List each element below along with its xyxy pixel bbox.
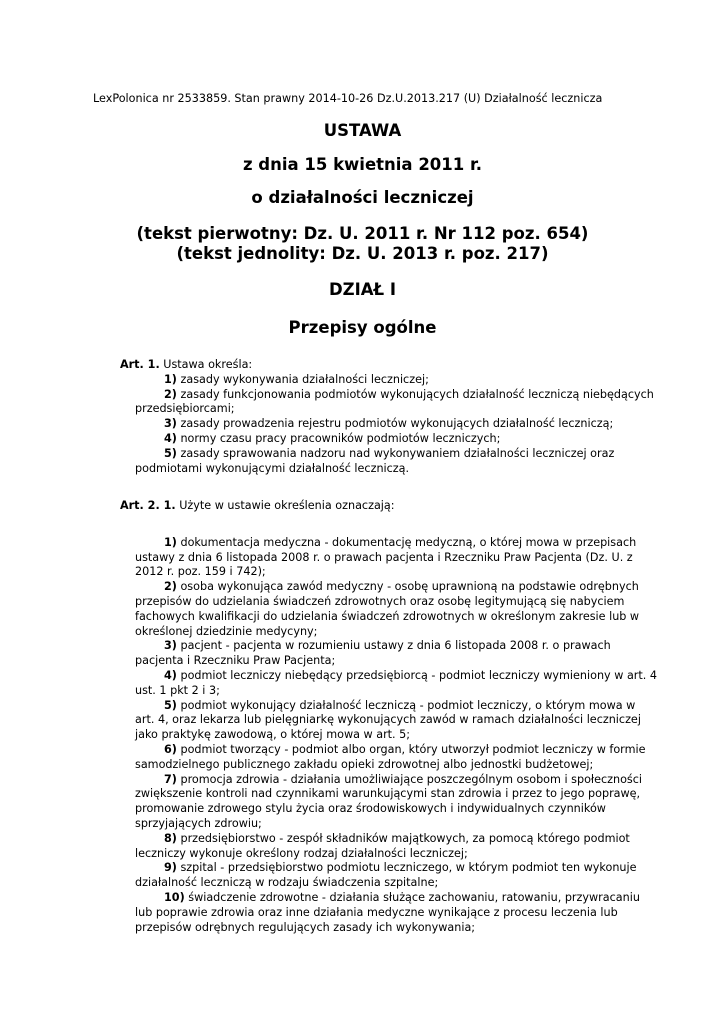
item-first-line [120,742,646,758]
item-number: 2) [164,387,177,401]
item-number: 1) [164,535,177,549]
item-number: 3) [164,417,177,431]
item-continuation-line [120,876,640,891]
item-number: 1) [164,372,177,386]
list-item [120,699,640,743]
item-continuation-line [120,847,640,862]
item-text: samodzielnego publicznego zakładu opieki zdrowotnej albo jednostki budżetowej; [135,757,594,771]
division-title: Przepisy ogólne [288,318,437,337]
item-continuation-line [120,551,640,566]
article-1 [120,358,654,476]
article-1-intro-text: Ustawa określa: [159,358,253,371]
item-text: pacjenta i Rzeczniku Praw Pacjenta; [135,654,336,668]
item-first-line [120,387,654,403]
publication-references [0,224,725,264]
item-first-line [120,432,640,447]
article-2-items [120,535,658,936]
item-first-line [120,891,640,906]
item-text: promowanie zdrowego stylu życia oraz środowiskowych i indywidualnych czynników [135,802,606,816]
spacer [120,514,640,536]
item-continuation-line [120,758,640,773]
item-number: 9) [164,861,177,875]
item-continuation-line [120,713,640,728]
item-text: ust. 1 pkt 2 i 3; [135,683,220,697]
list-item [120,772,643,832]
item-first-line [120,772,643,788]
original-text-reference: (tekst pierwotny: Dz. U. 2011 r. Nr 112 poz. 654) [136,224,589,243]
item-continuation-line [120,625,640,640]
item-text: sprzyjających zdrowiu; [135,816,262,830]
item-text: jako praktykę zawodową, o której mowa w art. 5; [135,728,411,742]
item-first-line [120,699,640,714]
list-item [120,861,640,891]
item-text: podmiot leczniczy niebędący przedsiębiorcą - podmiot leczniczy wymieniony w art. 4 [176,668,658,682]
item-number: 7) [164,772,177,786]
item-text: szpital - przedsiębiorstwo podmiotu leczniczego, w którym podmiot ten wykonuje [176,861,637,875]
item-text: przedsiębiorstwo - zespół składników majątkowych, za pomocą którego podmiot [176,831,630,845]
item-text: przepisów do udzielania świadczeń zdrowotnych oraz osobę legitymującą się nabyciem [135,594,625,608]
list-item [120,832,640,862]
item-text: zasady wykonywania działalności leczniczej; [176,372,429,386]
item-first-line [120,373,640,388]
item-number: 3) [164,639,177,653]
article-1-label: Art. 1. [120,358,160,371]
item-text: działalność leczniczą w rodzaju świadczenia szpitalne; [135,876,439,890]
item-text: podmiot wykonujący działalność leczniczą - podmiot leczniczy, o którym mowa w [176,698,636,712]
list-item [120,668,658,699]
item-continuation-line [120,402,640,417]
item-text: przedsiębiorcami; [135,402,235,416]
list-item [120,580,640,639]
item-continuation-line [120,654,640,669]
item-text: dokumentacja medyczna - dokumentację medyczną, o której mowa w przepisach [176,535,637,549]
item-text: zwiększenie kontroli nad czynnikami warunkującymi stan zdrowia i przez to jego poprawę, [135,787,641,801]
item-text: określonej dziedzinie medycyny; [135,624,318,638]
article-2 [120,499,658,935]
item-first-line [120,861,640,876]
item-number: 2) [164,580,177,594]
item-text: art. 4, oraz lekarza lub pielęgniarkę wykonujących zawód w ramach działalności leczniczej [135,713,641,727]
act-date-heading: z dnia 15 kwietnia 2011 r. [242,155,483,174]
act-subject-heading: o działalności leczniczej [251,188,474,207]
item-number: 4) [164,668,177,682]
list-item [120,373,640,388]
item-first-line [120,417,640,432]
item-text: promocja zdrowia - działania umożliwiające poszczególnym osobom i społeczności [176,772,643,786]
item-continuation-line [120,787,640,802]
item-first-line [120,447,640,462]
item-continuation-line [120,802,640,817]
article-2-intro-text: Użyte w ustawie określenia oznaczają: [175,499,395,512]
article-1-intro [120,358,640,373]
consolidated-text-reference: (tekst jednolity: Dz. U. 2013 r. poz. 217) [176,244,549,263]
item-continuation-line [120,462,640,477]
list-item [120,891,640,935]
list-item [120,639,640,669]
item-first-line [120,639,640,654]
item-continuation-line [120,728,640,743]
item-text: podmiot tworzący - podmiot albo organ, który utworzył podmiot leczniczy w formie [176,742,646,756]
item-text: 2012 r. poz. 159 i 742); [135,565,266,579]
item-text: świadczenie zdrowotne - działania służące zachowaniu, ratowaniu, przywracaniu [184,890,640,904]
item-continuation-line [120,817,640,832]
item-text: osoba wykonująca zawód medyczny - osobę uprawnioną na podstawie odrębnych [176,580,639,594]
item-text: fachowych kwalifikacji do udzielania świadczeń zdrowotnych w określonym zakresie lub w [135,609,640,623]
article-2-intro [120,499,640,514]
item-text: podmiotami wykonującymi działalność leczniczą. [135,461,410,475]
item-first-line [120,668,658,684]
item-first-line [120,536,640,551]
item-continuation-line [120,610,640,625]
item-text: zasady prowadzenia rejestru podmiotów wykonujących działalność leczniczą; [176,417,614,431]
item-number: 5) [164,698,177,712]
list-item [120,742,646,773]
item-continuation-line [120,921,640,936]
item-number: 8) [164,831,177,845]
article-1-items [120,372,654,477]
item-continuation-line [120,684,640,699]
item-text: zasady sprawowania nadzoru nad wykonywaniem działalności leczniczej oraz [176,446,615,460]
item-continuation-line [120,595,640,610]
act-type-heading: USTAWA [323,121,402,140]
item-number: 10) [164,890,185,904]
item-number: 5) [164,446,177,460]
item-first-line [120,832,640,847]
item-number: 4) [164,431,177,445]
article-2-label: Art. 2. 1. [120,499,176,512]
item-text: zasady funkcjonowania podmiotów wykonujących działalność leczniczą niebędących [176,387,654,401]
division-heading: DZIAŁ I [328,280,397,299]
item-first-line [120,580,640,595]
list-item [120,387,654,418]
item-continuation-line [120,906,640,921]
item-text: pacjent - pacjenta w rozumieniu ustawy z dnia 6 listopada 2008 r. o prawach [176,639,611,653]
document-header: LexPolonica nr 2533859. Stan prawny 2014-10-26 Dz.U.2013.217 (U) Działalność lecznicza [93,92,603,105]
item-continuation-line [120,565,640,580]
list-item [120,447,640,477]
item-text: leczniczy wykonuje określony rodzaj działalności leczniczej; [135,846,468,860]
item-text: ustawy z dnia 6 listopada 2008 r. o prawach pacjenta i Rzeczniku Praw Pacjenta (Dz. U. z [135,550,633,564]
list-item [120,536,640,580]
item-number: 6) [164,742,177,756]
item-text: przepisów odrębnych regulujących zasady ich wykonywania; [135,920,476,934]
item-text: lub poprawie zdrowia oraz inne działania medyczne wynikające z procesu leczenia lub [135,905,618,919]
list-item [120,432,640,447]
list-item [120,417,640,432]
item-text: normy czasu pracy pracowników podmiotów leczniczych; [176,431,501,445]
